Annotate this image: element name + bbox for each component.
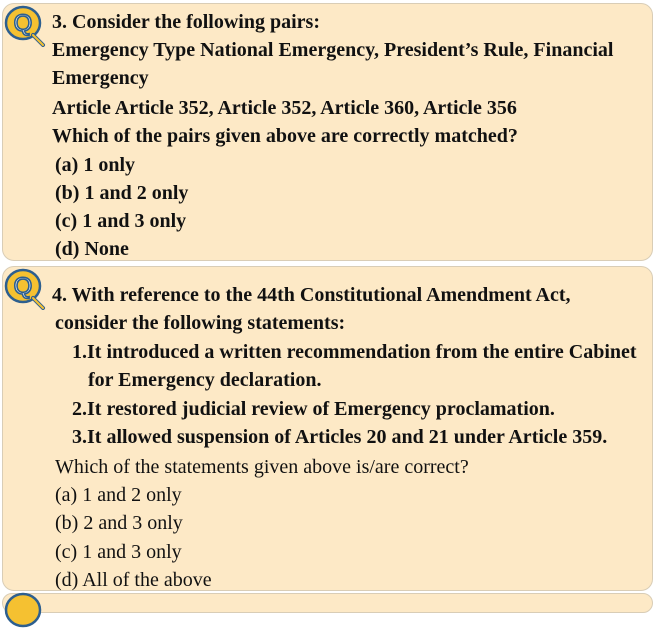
svg-text:Q: Q xyxy=(13,273,33,300)
question-3-option-a[interactable]: (a) 1 only xyxy=(55,154,135,176)
question-3-title: 3. Consider the following pairs: xyxy=(52,11,320,33)
question-4-statement-3: 3.It allowed suspension of Articles 20 and 21 under Article 359. xyxy=(72,426,608,448)
question-4-title: 4. With reference to the 44th Constitutional Amendment Act, xyxy=(52,284,571,306)
question-4-option-b[interactable]: (b) 2 and 3 only xyxy=(55,512,183,534)
question-4-statement-1-continued: for Emergency declaration. xyxy=(88,369,322,391)
question-4-statement-2: 2.It restored judicial review of Emergency proclamation. xyxy=(72,398,555,420)
question-badge-icon xyxy=(3,266,47,310)
question-4-title-line-2: consider the following statements: xyxy=(55,312,346,334)
question-3-option-d[interactable]: (d) None xyxy=(55,238,129,260)
question-4-statement-1: 1.It introduced a written recommendation from the entire Cabinet xyxy=(72,341,637,363)
question-3-emergency-line-2: Emergency xyxy=(52,67,149,89)
question-3-article-line: Article Article 352, Article 352, Article 360, Article 356 xyxy=(52,97,517,119)
question-4-option-a[interactable]: (a) 1 and 2 only xyxy=(55,484,182,506)
question-badge-icon xyxy=(3,590,47,634)
question-4-prompt: Which of the statements given above is/are correct? xyxy=(55,456,469,478)
question-5-card-partial xyxy=(2,593,653,613)
question-badge-icon xyxy=(3,3,47,47)
question-4-option-c[interactable]: (c) 1 and 3 only xyxy=(55,541,182,563)
question-3-emergency-line-1: Emergency Type National Emergency, President’s Rule, Financial xyxy=(52,39,614,61)
question-4-option-d[interactable]: (d) All of the above xyxy=(55,569,212,591)
question-3-option-b[interactable]: (b) 1 and 2 only xyxy=(55,182,189,204)
question-3-option-c[interactable]: (c) 1 and 3 only xyxy=(55,210,187,232)
svg-text:Q: Q xyxy=(13,10,33,37)
question-3-prompt: Which of the pairs given above are correctly matched? xyxy=(52,125,518,147)
